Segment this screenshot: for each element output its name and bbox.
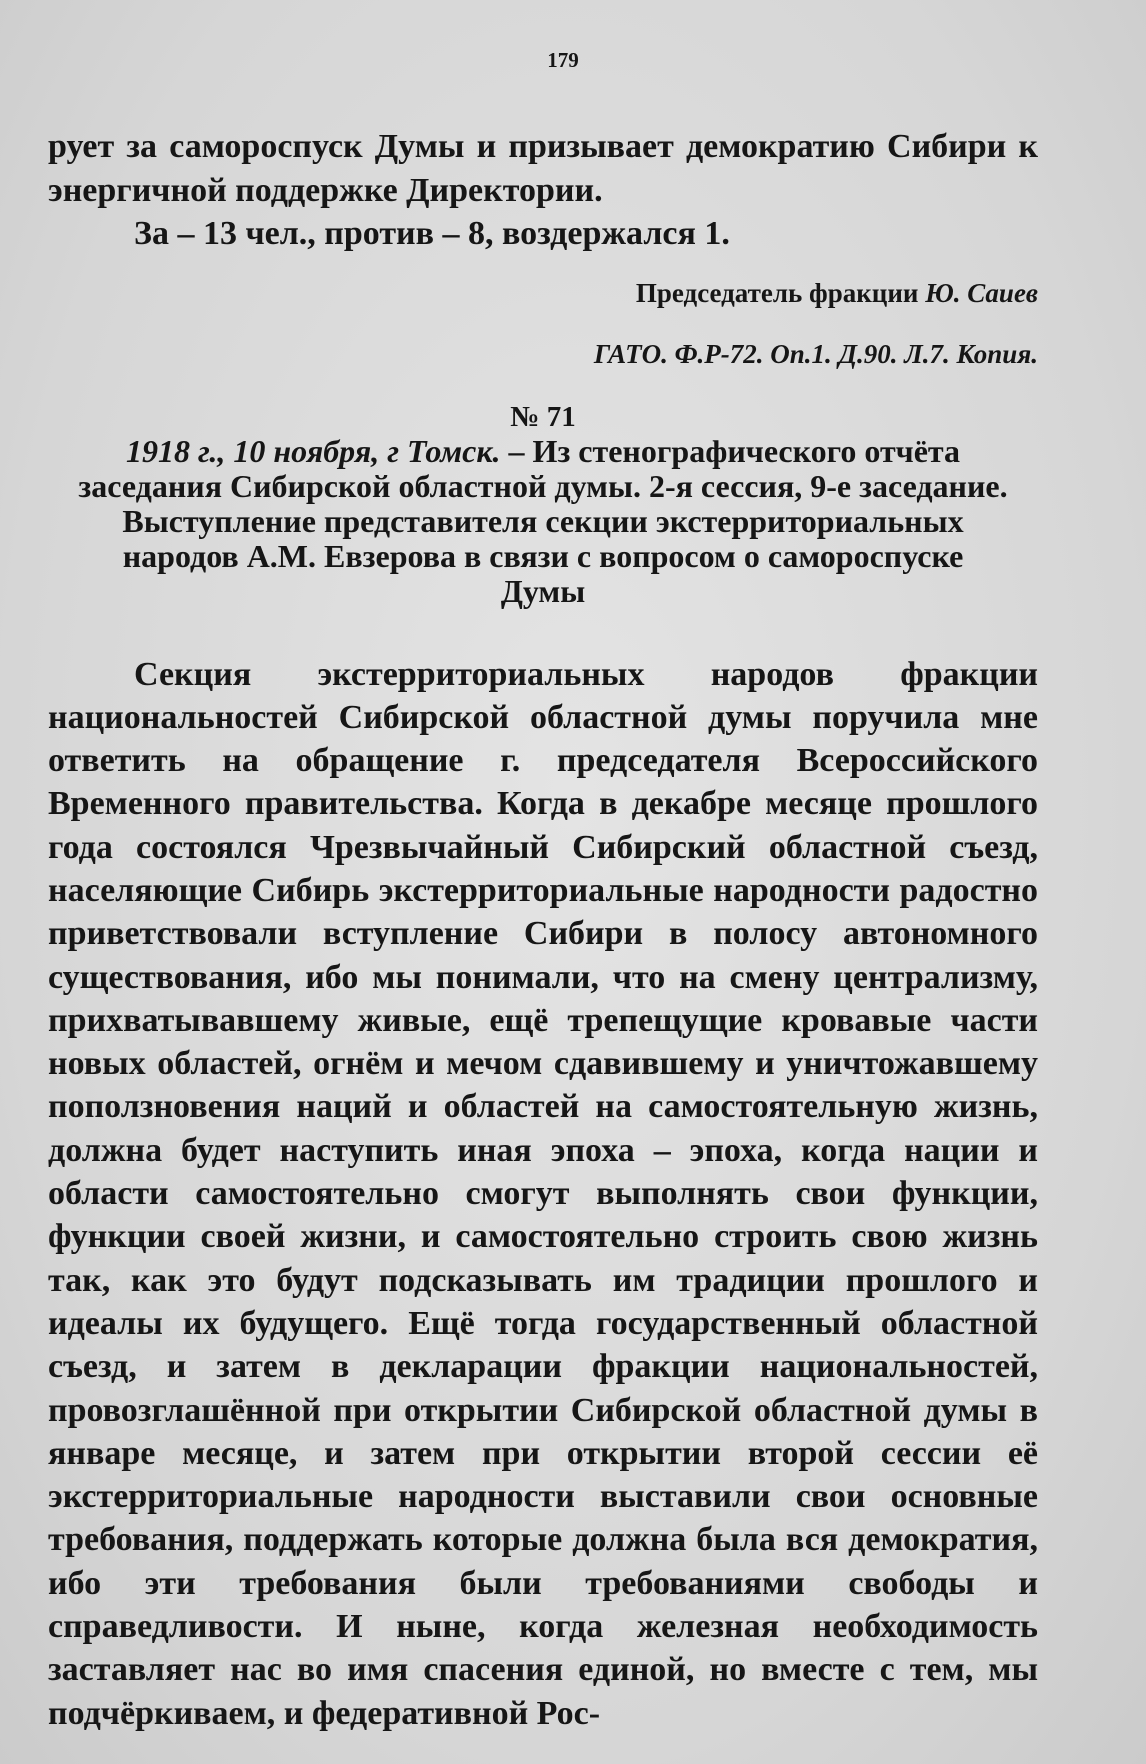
document-header [48, 400, 1038, 609]
signature [48, 278, 1038, 309]
document-title [48, 434, 1038, 609]
signature-role: Председатель фракции [635, 277, 919, 308]
page-number: 179 [547, 48, 579, 72]
document-body [48, 653, 1038, 1735]
document-title-text: – Из стенографического отчёта заседания Сибирской областной думы. 2-я сессия, 9-е заседание. Выступление представителя секции экстерриториальных народов А.М. Евзерова в связи с вопросом о самороспуске Думы [78, 432, 1008, 609]
page-text [48, 125, 1038, 1735]
body-paragraph: Секция экстерриториальных народов фракции национальностей Сибирской областной думы поручила мне ответить на обращение г. председателя Всероссийского Временного правительства. Когда в декабре месяце прошлого года состоялся Чрезвычайный Сибирский областной съезд, населяющие Сибирь экстерриториальные народности радостно приветствовали вступление Сибири в полосу автономного существования, ибо мы понимали, что на смену централизму, прихватывавшему живые, ещё трепещущие кровавые части новых областей, огнём и мечом сдавившему и уничтожавшему поползновения наций и областей на самостоятельную жизнь, должна будет наступить иная эпоха – эпоха, когда нации и области самостоятельно смогут выполнять свои функции, функции своей жизни, и самостоятельно строить свою жизнь так, как это будут подсказывать им традиции прошлого и идеалы их будущего. Ещё тогда государственный областной съезд, и затем в декларации фракции национальностей, провозглашённой при открытии Сибирской областной думы в январе месяце, и затем при открытии второй сессии её экстерриториальные народности выставили свои основные требования, поддержать которые должна была вся демократия, ибо эти требования были требованиями свободы и справедливости. И ныне, когда железная необходимость заставляет нас во имя спасения единой, но вместе с тем, мы подчёркиваем, и федеративной Рос- [48, 655, 1038, 1732]
signature-name: Ю. Саиев [925, 277, 1038, 308]
archive-reference: ГАТО. Ф.Р-72. Оп.1. Д.90. Л.7. Копия. [593, 338, 1038, 369]
continuation-paragraph: рует за самороспуск Думы и призывает демократию Сибири к энергичной поддержке Директории. [48, 128, 1038, 209]
vote-result: За – 13 чел., против – 8, воздержался 1. [134, 215, 730, 252]
document-number: № 71 [510, 400, 576, 433]
document-date-place: 1918 г., 10 ноября, г Томск. [125, 432, 501, 469]
